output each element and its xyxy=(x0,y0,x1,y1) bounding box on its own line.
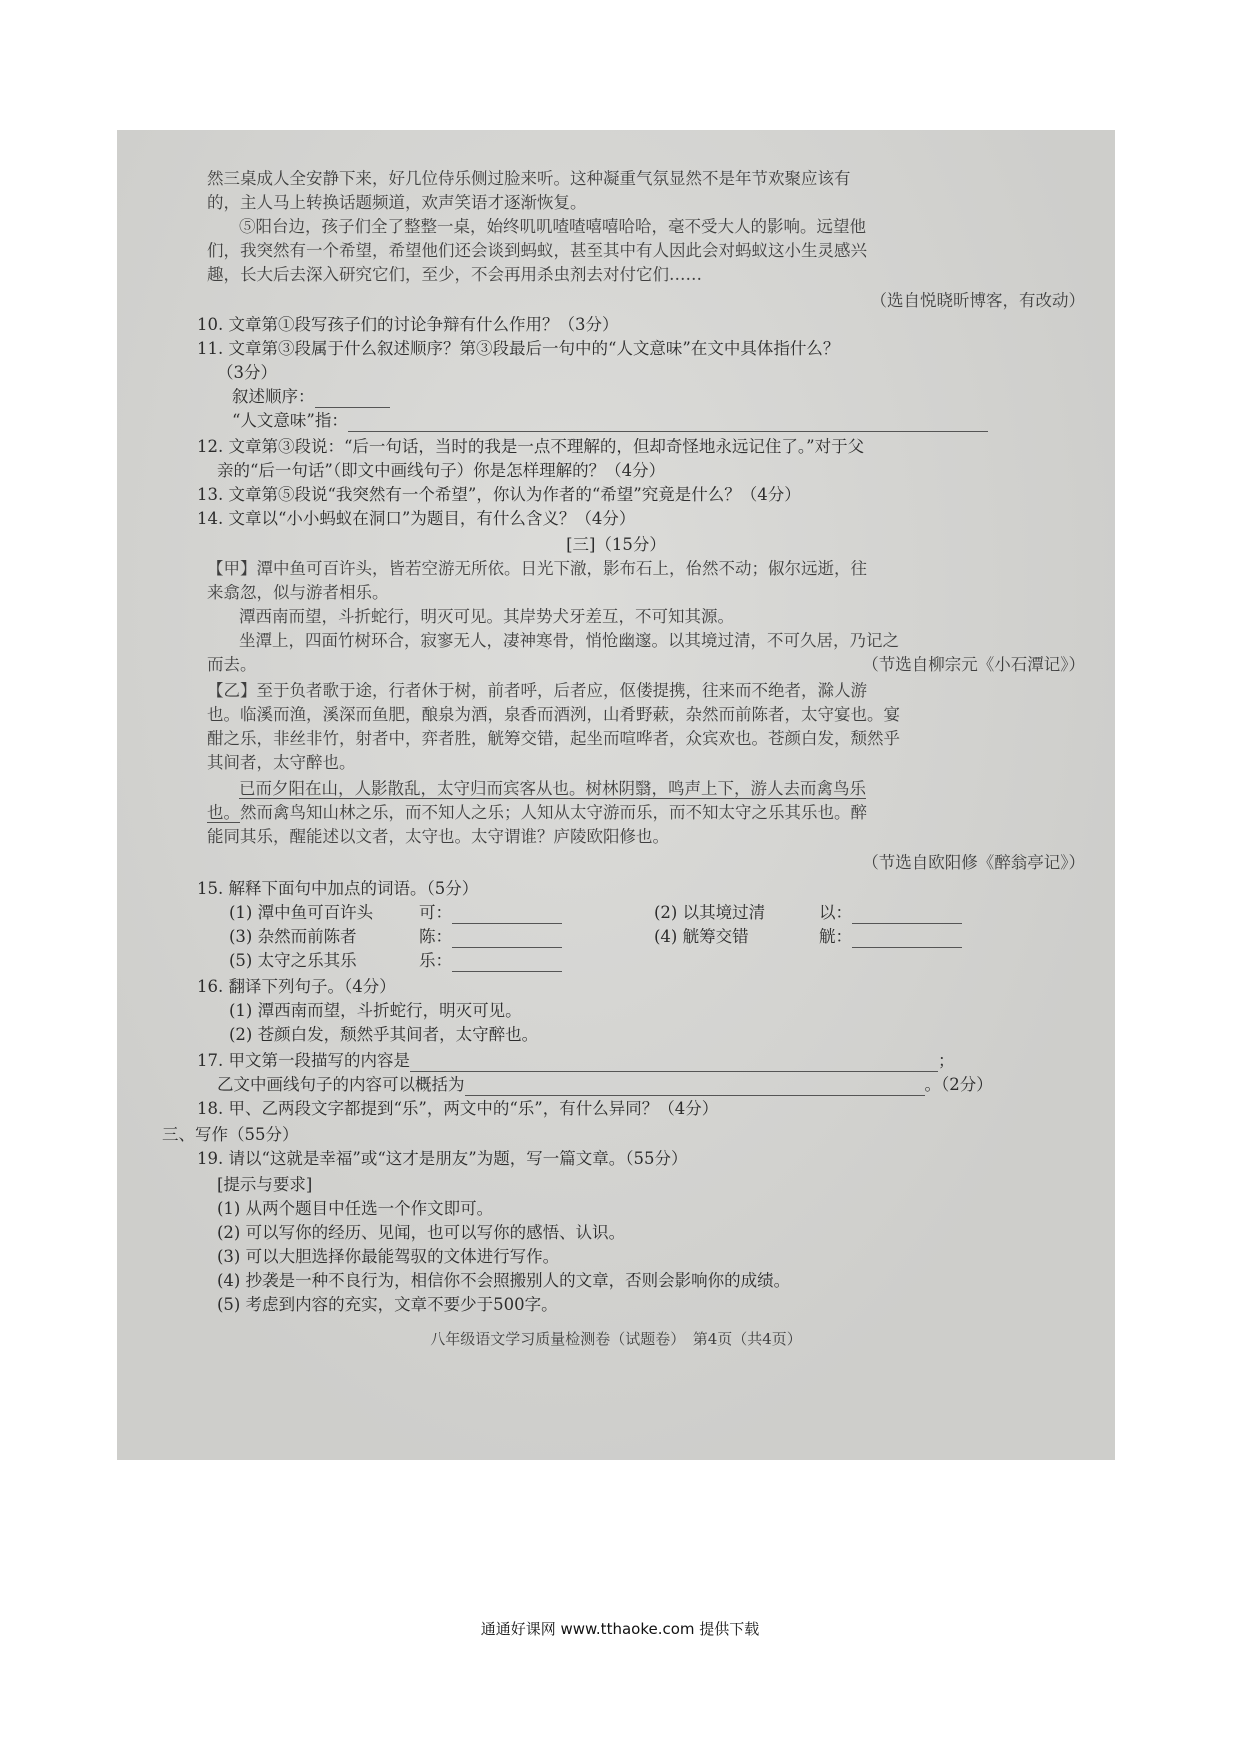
passage-line: ⑤阳台边，孩子们全了整整一桌，始终叽叽喳喳嘻嘻哈哈，毫不受大人的影响。远望他 xyxy=(239,217,866,236)
jia-line: 来翕忽，似与游者相乐。 xyxy=(207,583,389,602)
yi-line: 酣之乐，非丝非竹，射者中，弈者胜，觥筹交错，起坐而喧哗者，众宾欢也。苍颜白发，颓然乎 xyxy=(207,729,900,748)
yi-line xyxy=(207,802,867,824)
tips-title: [提示与要求] xyxy=(217,1175,313,1194)
q15-item-1: (1) 潭中鱼可百许头 可： xyxy=(229,902,562,924)
tip-item: (4) 抄袭是一种不良行为，相信你不会照搬别人的文章，否则会影响你的成绩。 xyxy=(217,1271,791,1290)
page-footer: 八年级语文学习质量检测卷（试题卷） 第4页（共4页） xyxy=(430,1330,802,1348)
underlined-sentence-end: 也。 xyxy=(207,803,240,822)
passage-line: 们，我突然有一个希望，希望他们还会谈到蚂蚁，甚至其中有人因此会对蚂蚁这小生灵感兴 xyxy=(207,241,867,260)
answer-a-label: 叙述顺序： xyxy=(232,387,315,406)
answer-blank[interactable] xyxy=(452,905,562,924)
tip-item: (5) 考虑到内容的充实，文章不要少于500字。 xyxy=(217,1295,558,1314)
passage-line: 趣，长大后去深入研究它们，至少，不会再用杀虫剂去对付它们…… xyxy=(207,265,702,284)
question-16: 16. 翻译下列句子。（4分） xyxy=(197,977,396,996)
question-10: 10. 文章第①段写孩子们的讨论争辩有什么作用？（3分） xyxy=(197,315,619,334)
question-12-cont: 亲的“后一句话”（即文中画线句子）你是怎样理解的？（4分） xyxy=(217,461,666,480)
answer-blank[interactable] xyxy=(348,413,988,432)
tip-item: (2) 可以写你的经历、见闻，也可以写你的感悟、认识。 xyxy=(217,1223,626,1242)
yi-line: 其间者，太守醉也。 xyxy=(207,753,356,772)
question-18: 18. 甲、乙两段文字都提到“乐”，两文中的“乐”，有什么异同？（4分） xyxy=(197,1099,719,1118)
q16-item-1: (1) 潭西南而望，斗折蛇行，明灭可见。 xyxy=(229,1001,522,1020)
passage-source: （选自悦晓昕博客，有改动） xyxy=(870,291,1085,310)
q16-item-2: (2) 苍颜白发，颓然乎其间者，太守醉也。 xyxy=(229,1025,539,1044)
question-11-answer-b xyxy=(232,410,988,432)
question-13: 13. 文章第⑤段说“我突然有一个希望”，你认为作者的“希望”究竟是什么？（4分） xyxy=(197,485,801,504)
answer-blank[interactable] xyxy=(452,929,562,948)
answer-blank[interactable] xyxy=(452,953,562,972)
question-17-b: 乙文中画线句子的内容可以概括为 。（2分） xyxy=(217,1075,993,1094)
tip-item: (3) 可以大胆选择你最能驾驭的文体进行写作。 xyxy=(217,1247,560,1266)
question-11: 11. 文章第③段属于什么叙述顺序？第③段最后一句中的“人文意味”在文中具体指什么？ xyxy=(197,339,840,358)
passage-line: 的，主人马上转换话题频道，欢声笑语才逐渐恢复。 xyxy=(207,193,587,212)
yi-line: 【乙】至于负者歌于途，行者休于树，前者呼，后者应，伛偻提携，往来而不绝者，滁人游 xyxy=(207,681,867,700)
yi-line: 也。临溪而渔，溪深而鱼肥，酿泉为酒，泉香而酒洌，山肴野蔌，杂然而前陈者，太守宴也。宴 xyxy=(207,705,900,724)
exam-page-photo xyxy=(117,130,1115,1460)
q15-item-4: (4) 觥筹交错 觥： xyxy=(654,926,962,948)
tip-item: (1) 从两个题目中任选一个作文即可。 xyxy=(217,1199,494,1218)
answer-blank[interactable] xyxy=(852,905,962,924)
question-11-score: （3分） xyxy=(217,363,277,382)
yi-text: 然而禽鸟知山林之乐，而不知人之乐；人知从太守游而乐，而不知太守之乐其乐也。醉 xyxy=(240,803,867,822)
yi-underlined-line xyxy=(239,778,866,800)
answer-b-label: “人文意味”指： xyxy=(232,411,348,430)
jia-source: （节选自柳宗元《小石潭记》） xyxy=(862,655,1085,674)
download-watermark: 通通好课网 www.tthaoke.com 提供下载 xyxy=(480,1620,760,1638)
question-12: 12. 文章第③段说：“后一句话，当时的我是一点不理解的，但却奇怪地永远记住了。”对于父 xyxy=(197,437,865,456)
answer-blank[interactable] xyxy=(315,389,390,408)
q15-item-2: (2) 以其境过清 以： xyxy=(654,902,962,924)
question-15: 15. 解释下面句中加点的词语。（5分） xyxy=(197,879,479,898)
passage-line: 然三桌成人全安静下来，好几位侍乐侧过脸来听。这种凝重气氛显然不是年节欢聚应该有 xyxy=(207,169,851,188)
question-19: 19. 请以“这就是幸福”或“这才是朋友”为题，写一篇文章。（55分） xyxy=(197,1149,688,1168)
question-14: 14. 文章以“小小蚂蚁在洞口”为题目，有什么含义？（4分） xyxy=(197,509,636,528)
jia-line: 【甲】潭中鱼可百许头，皆若空游无所依。日光下澈，影布石上，佁然不动；俶尔远逝，往 xyxy=(207,559,867,578)
jia-line: 坐潭上，四面竹树环合，寂寥无人，凄神寒骨，悄怆幽邃。以其境过清，不可久居，乃记之 xyxy=(239,631,899,650)
yi-source: （节选自欧阳修《醉翁亭记》） xyxy=(862,853,1085,872)
yi-line: 能同其乐，醒能述以文者，太守也。太守谓谁？庐陵欧阳修也。 xyxy=(207,827,669,846)
q15-item-3: (3) 杂然而前陈者 陈： xyxy=(229,926,562,948)
jia-line: 潭西南而望，斗折蛇行，明灭可见。其岸势犬牙差互，不可知其源。 xyxy=(239,607,734,626)
writing-heading: 三、写作（55分） xyxy=(162,1125,299,1144)
answer-blank[interactable] xyxy=(465,1077,925,1096)
answer-blank[interactable] xyxy=(852,929,962,948)
jia-line: 而去。 xyxy=(207,655,257,674)
section-three-heading: [三]（15分） xyxy=(566,535,666,554)
question-11-answer-a xyxy=(232,386,390,408)
question-17-a: 17. 甲文第一段描写的内容是 ； xyxy=(197,1051,955,1070)
underlined-sentence: 已而夕阳在山，人影散乱，太守归而宾客从也。树林阴翳，鸣声上下，游人去而禽鸟乐 xyxy=(239,779,866,798)
answer-blank[interactable] xyxy=(410,1053,938,1072)
q15-item-5: (5) 太守之乐其乐 乐： xyxy=(229,950,562,972)
